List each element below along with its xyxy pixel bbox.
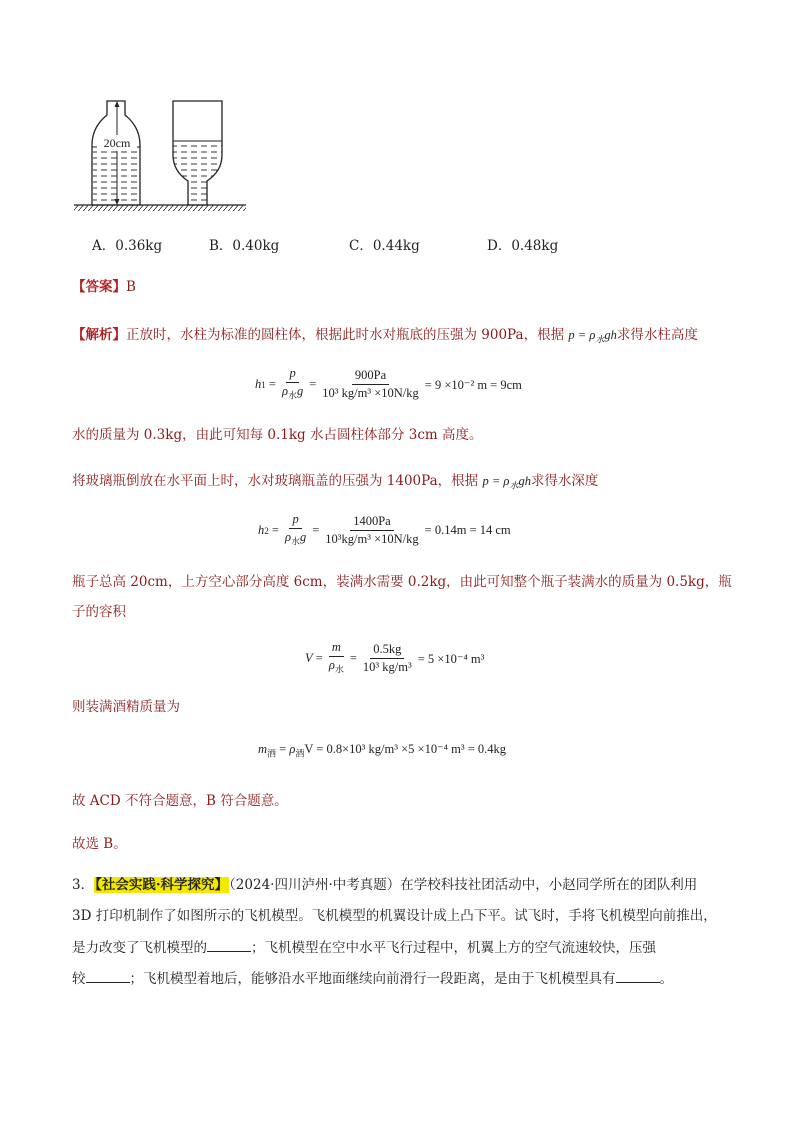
option-d[interactable]: D．0.48kg (487, 238, 559, 254)
analysis-line-4: 瓶子总高 20cm，上方空心部分高度 6cm，装满水需要 0.2kg，由此可知整个瓶子装满水的质量为 0.5kg，瓶 (72, 574, 732, 590)
left-bottle-water (93, 147, 139, 205)
equation-volume: V = $\frac{m}{\rho_水}$ = $\frac{0.5kg}{\text{10³ kg/m³}}$ = 5 ×10⁻⁴ m³ (305, 640, 485, 675)
equation-h2: h 2 = $\frac{p}{\rho_水g}$ = $\frac{1400Pa}{\text{10³kg/m³ ×10N/kg}}$ = 0.14m = 14 cm (258, 512, 511, 547)
blank-3[interactable] (616, 968, 660, 983)
answer-value: B (126, 279, 136, 295)
analysis-line-7: 故选 B。 (72, 836, 127, 852)
question-tag: 【社会实践·科学探究】 (95, 877, 229, 893)
analysis-line-2: 水的质量为 0.3kg，由此可知每 0.1kg 水占圆柱体部分 3cm 高度。 (72, 427, 483, 443)
answer-tag: 【答案】 (72, 279, 126, 295)
ground-hatch (74, 205, 246, 211)
analysis-line-5: 则装满酒精质量为 (72, 699, 180, 715)
fraction-0.5kg: $\frac{0.5kg}{\text{10³ kg/m³}}$ (362, 642, 412, 675)
equation-alcohol-mass: $m_酒 = \rho_酒V = 0.8\times 10^3$ kg/m³ ×5 ×10⁻⁴ m³ = 0.4kg (258, 742, 507, 759)
fraction-1400pa: $\frac{1400Pa}{\text{10³kg/m³ ×10N/kg}}$ (325, 514, 419, 547)
question-number: 3． (72, 877, 95, 893)
question-3-line-2: 3D 打印机制作了如图所示的飞机模型。飞机模型的机翼设计成上凸下平。试飞时，手将飞机模型向前推出， (72, 908, 717, 924)
question-3-line-1: 3．【社会实践·科学探究】（2024·四川泸州·中考真题）在学校科技社团活动中，小赵同学所在的团队利用 (72, 877, 698, 893)
right-bottle-water (173, 141, 222, 201)
pressure-formula-2: $p = \rho_水gh$ (482, 474, 531, 491)
arrow-head-up (115, 101, 120, 107)
blank-2[interactable] (86, 968, 130, 983)
option-b[interactable]: B．0.40kg (209, 238, 280, 254)
analysis-line-1: 【解析】正放时，水柱为标准的圆柱体，根据此时水对瓶底的压强为 900Pa，根据 $p = \rho_水gh$求得水柱高度 (72, 327, 698, 345)
height-label: 20cm (103, 136, 131, 150)
answer-line (72, 277, 136, 297)
blank-1[interactable] (207, 937, 251, 952)
pressure-formula-1: $p = \rho_水gh$ (568, 328, 617, 345)
analysis-line-4b: 子的容积 (72, 604, 126, 620)
fraction-900pa: $\frac{900Pa}{\text{10³ kg/m³ ×10N/kg}}$ (322, 368, 419, 401)
question-3-line-4: 较 ；飞机模型着地后，能够沿水平地面继续向前滑行一段距离，是由于飞机模型具有 。 (72, 968, 673, 989)
equation-h1: h 1 = $\frac{p}{\rho_水g}$ = $\frac{900Pa}{\text{10³ kg/m³ ×10N/kg}}$ = 9 ×10⁻² m = 9cm (255, 366, 522, 404)
question-3-line-3: 是力改变了飞机模型的 ；飞机模型在空中水平飞行过程中，机翼上方的空气流速较快，压强 (72, 937, 656, 958)
analysis-tag: 【解析】 (72, 327, 126, 343)
fraction-p-over-rho-g: $\frac{p}{\rho_水g}$ (281, 366, 304, 401)
analysis-line-6: 故 ACD 不符合题意，B 符合题意。 (72, 793, 288, 809)
analysis-line-3: 将玻璃瓶倒放在水平面上时，水对玻璃瓶盖的压强为 1400Pa，根据 $p = \rho_水gh$求得水深度 (72, 473, 599, 491)
option-a[interactable]: A．0.36kg (92, 238, 163, 254)
option-c[interactable]: C．0.44kg (349, 238, 420, 254)
bottles-figure (70, 95, 250, 215)
